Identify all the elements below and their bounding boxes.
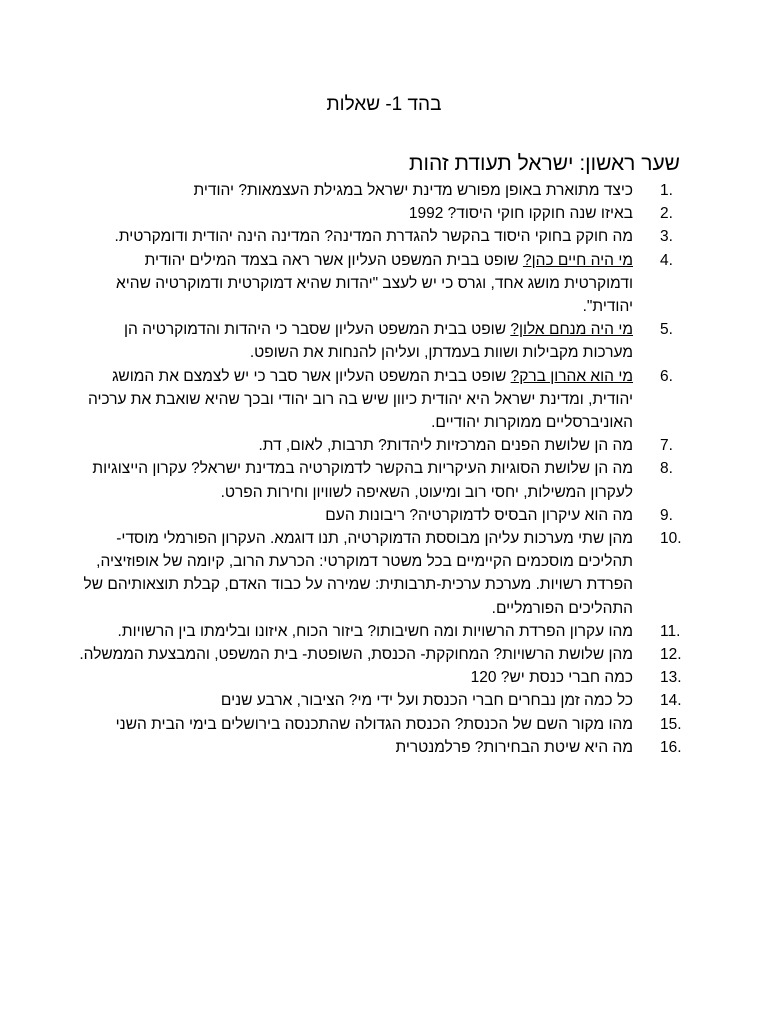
question-text: מה היא שיטת הבחירות? פרלמנטרית <box>395 738 633 756</box>
question-number: 16. <box>660 738 682 756</box>
question-number: 14. <box>660 692 682 710</box>
question-label: מי הוא אהרון ברק? <box>510 367 633 385</box>
question-number: 10. <box>660 530 682 548</box>
question-text: כל כמה זמן נבחרים חברי הכנסת ועל ידי מי? הציבור, ארבע שנים <box>220 692 633 710</box>
question-item-14 <box>72 689 690 712</box>
question-label: מי היה מנחם אלון? <box>510 321 633 339</box>
question-number: 13. <box>660 669 682 687</box>
question-number: 9. <box>660 506 673 524</box>
question-item-15 <box>72 713 690 736</box>
question-item-16 <box>72 736 690 759</box>
question-item-2 <box>72 202 690 225</box>
question-text: כיצד מתוארת באופן מפורש מדינת ישראל במגילת העצמאות? יהודית <box>193 182 633 199</box>
question-number: 6. <box>660 367 673 385</box>
question-item-9 <box>72 504 690 527</box>
question-number: 11. <box>660 622 681 640</box>
question-text: מה הוא עיקרון הבסיס לדמוקרטיה? ריבונות העם <box>325 506 633 524</box>
question-text: מהן שלושת הרשויות? המחוקקת- הכנסת, השופטת- בית המשפט, והמבצעת הממשלה. <box>79 646 633 664</box>
question-item-10 <box>72 527 690 620</box>
question-text: מהו מקור השם של הכנסת? הכנסת הגדולה שהתכנסה בירושלים בימי הבית השני <box>115 715 633 733</box>
question-item-1 <box>72 179 690 202</box>
question-item-8 <box>72 457 690 503</box>
question-text: באיזו שנה חוקקו חוקי היסוד? 1992 <box>408 205 633 223</box>
question-number: 12. <box>660 646 682 664</box>
question-text: שופט בבית המשפט העליון שסבר כי היהדות והדמוקרטיה הן מערכות מקבילות ושוות בעמדתן, ועליהן להנחות את השופט. <box>124 321 633 362</box>
question-item-12 <box>72 643 690 666</box>
question-text: מה חוקק בחוקי היסוד בהקשר להגדרת המדינה? המדינה הינה יהודית ודומקרטית. <box>114 228 633 246</box>
question-number: 4. <box>660 251 673 269</box>
question-text: מה הן שלושת הפנים המרכזיות ליהדות? תרבות, לאום, דת. <box>258 437 633 455</box>
document-title: בהד 1- שאלות <box>326 94 442 115</box>
question-item-7 <box>72 434 690 457</box>
question-item-6 <box>72 365 690 435</box>
question-number: 2. <box>660 205 673 223</box>
question-list <box>72 179 690 759</box>
question-number: 1. <box>660 182 673 199</box>
question-item-4 <box>72 249 690 319</box>
question-text: שופט בבית המשפט העליון אשר סבר כי יש לצמצם את המושג יהודית, ומדינת ישראל היא יהודית כיוון שיש בה רוב יהודי ובכך שהיא שואבת את ערכיה האוניברסליים ממוקרות יהודיים. <box>87 367 633 432</box>
question-text: כמה חברי כנסת יש? 120 <box>470 669 633 687</box>
question-text: מה הן שלושת הסוגיות העיקריות בהקשר לדמוקרטיה במדינת ישראל? עקרון הייצוגיות לעקרון המשילות, יחסי רוב ומיעוט, השאיפה לשוויון וחירות הפרט. <box>92 460 633 501</box>
question-number: 8. <box>660 460 673 478</box>
question-item-3 <box>72 225 690 248</box>
question-number: 5. <box>660 321 673 339</box>
question-item-11 <box>72 620 690 643</box>
question-number: 15. <box>660 715 682 733</box>
question-text: מהן שתי מערכות עליהן מבוססת הדמוקרטיה, תנו דוגמא. העקרון הפורמלי מוסדי- תהליכים מוסכמים הקיימיים בכל משטר דמוקרטי: הכרעת הרוב, קיומה של אופוזיציה, הפרדת רשויות. מערכת ערכית-תרבותית: שמירה על כבוד האדם, קבלת תוצאותיהם של התהליכים הפורמליים. <box>83 530 633 617</box>
question-text: מהו עקרון הפרדת הרשויות ומה חשיבותו? ביזור הכוח, איזונו ובלימתו בין הרשויות. <box>117 622 633 640</box>
question-item-5 <box>72 318 690 364</box>
question-text: שופט בבית המשפט העליון אשר ראה בצמד המילים יהודית ודמוקרטית מושג אחד, וגרס כי יש לעצב "יהדות שהיא דמוקרטית ודמוקרטיה שהיא יהודית". <box>116 251 633 316</box>
question-number: 3. <box>660 228 673 246</box>
question-number: 7. <box>660 437 673 455</box>
question-item-13 <box>72 666 690 689</box>
question-label: מי היה חיים כהן? <box>522 251 633 269</box>
section-heading: שער ראשון: ישראל תעודת זהות <box>409 152 680 175</box>
